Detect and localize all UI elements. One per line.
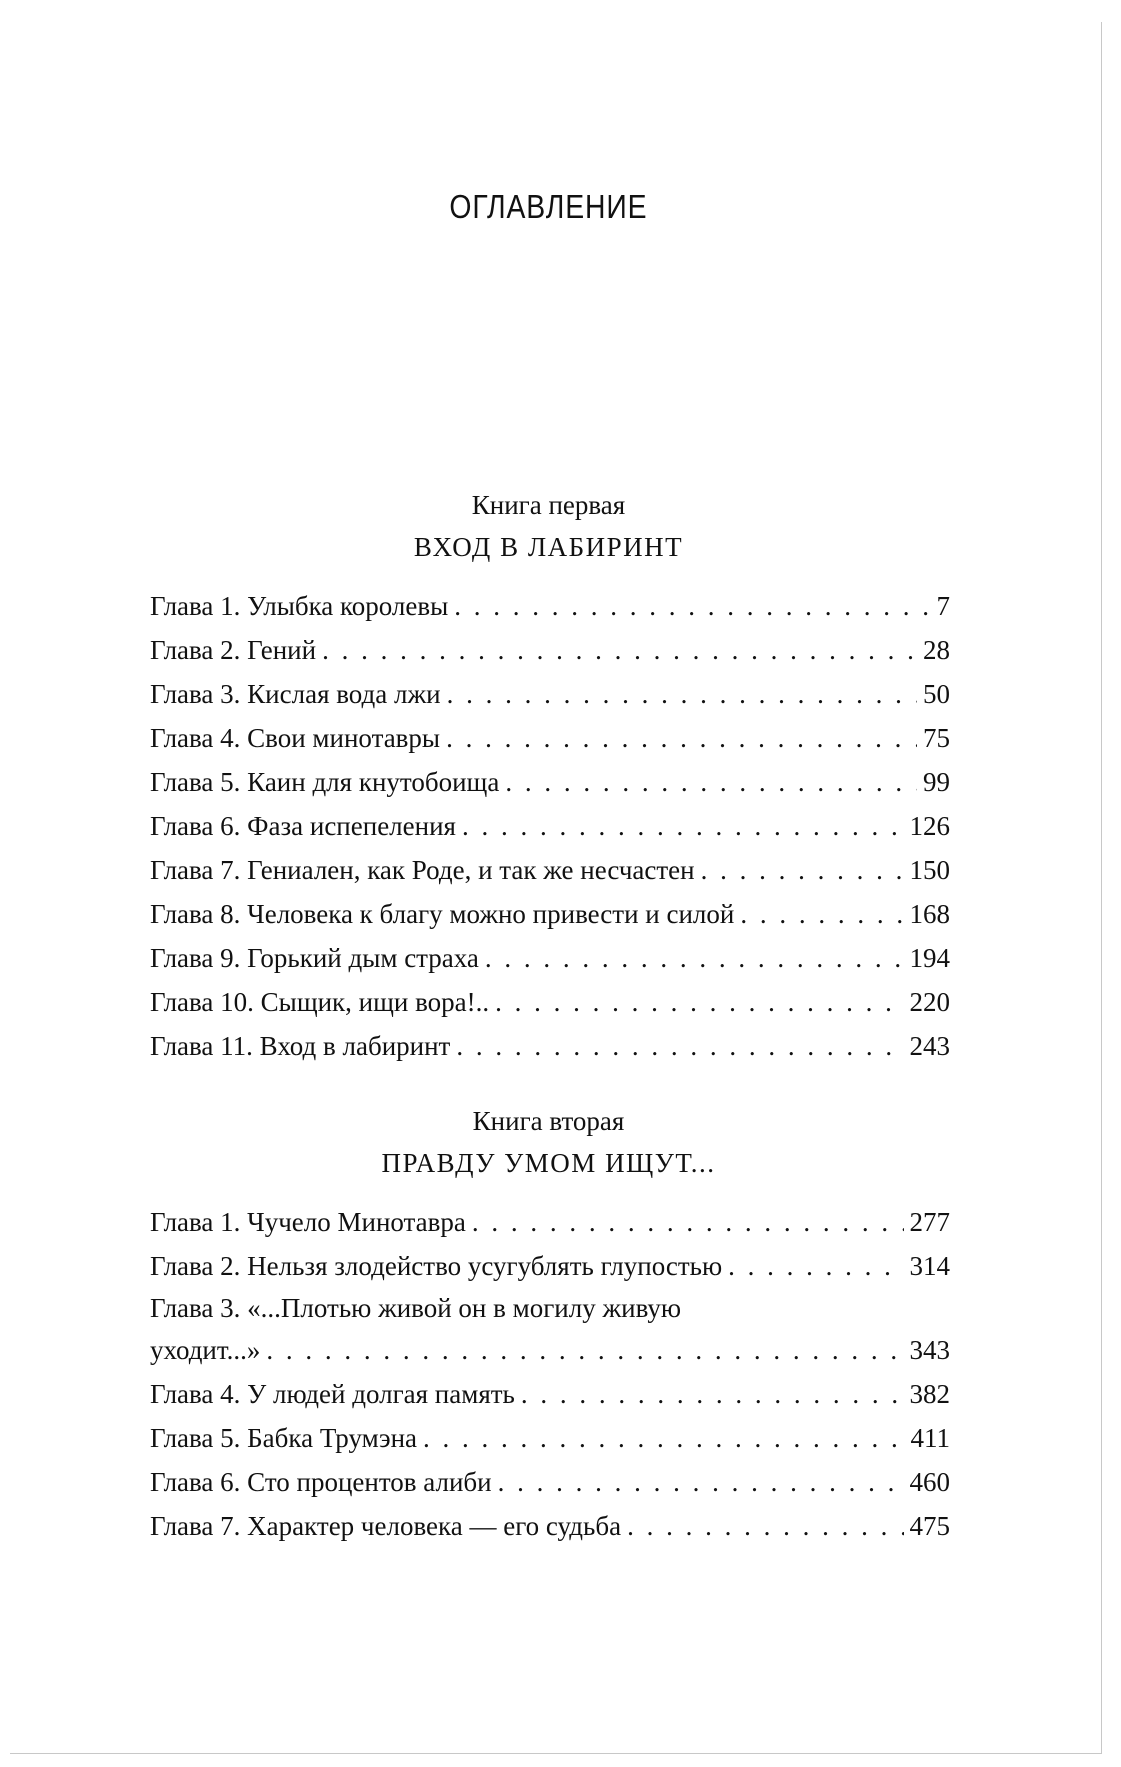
page-number: 382 [909, 1379, 950, 1409]
dot-leader [456, 1024, 903, 1068]
page-edge-right [1101, 22, 1102, 1754]
page-number: 99 [923, 767, 950, 797]
dot-leader [447, 672, 917, 716]
page-number: 220 [909, 987, 950, 1017]
page-number: 194 [909, 943, 950, 973]
chapter-title-line-2: уходит...» [150, 1335, 261, 1365]
chapter-title: Глава 4. Свои минотавры [150, 723, 441, 753]
chapter-title: Глава 1. Улыбка королевы [150, 591, 449, 621]
page-number: 460 [909, 1467, 950, 1497]
toc-entry[interactable] [150, 848, 950, 892]
chapter-title: Глава 1. Чучело Минотавра [150, 1207, 466, 1237]
toc-entry[interactable] [150, 1024, 950, 1068]
book-1-contents [150, 584, 950, 1068]
chapter-title: Глава 6. Сто процентов алиби [150, 1467, 492, 1497]
page-number: 168 [909, 899, 950, 929]
chapter-title: Глава 6. Фаза испепеления [150, 811, 456, 841]
dot-leader [495, 980, 903, 1024]
toc-entry[interactable] [150, 672, 950, 716]
dot-leader [454, 584, 930, 628]
chapter-title: Глава 4. У людей долгая память [150, 1379, 515, 1409]
chapter-title: Глава 10. Сыщик, ищи вора!.. [150, 987, 490, 1017]
dot-leader [423, 1416, 904, 1460]
toc-entry[interactable] [150, 1372, 950, 1416]
dot-leader [498, 1460, 904, 1504]
book-2-label: Книга вторая [472, 1106, 625, 1136]
page-number: 75 [923, 723, 950, 753]
toc-entry[interactable] [150, 584, 950, 628]
toc-entry[interactable] [150, 1244, 950, 1288]
page-edge-bottom [10, 1753, 1102, 1754]
dot-leader [322, 628, 917, 672]
page-title: ОГЛАВЛЕНИЕ [449, 188, 648, 225]
toc-entry[interactable] [150, 628, 950, 672]
chapter-title: Глава 5. Бабка Трумэна [150, 1423, 418, 1453]
toc-entry[interactable] [150, 716, 950, 760]
dot-leader [701, 848, 904, 892]
dot-leader [472, 1200, 904, 1244]
chapter-title-line-2-row [150, 1328, 950, 1372]
toc-entry[interactable] [150, 936, 950, 980]
chapter-title: Глава 11. Вход в лабиринт [150, 1031, 451, 1061]
dot-leader [521, 1372, 904, 1416]
page-number: 475 [909, 1511, 950, 1541]
toc-entry[interactable] [150, 1416, 950, 1460]
dot-leader [462, 804, 904, 848]
page-number: 314 [909, 1251, 950, 1281]
page-number: 28 [923, 635, 950, 665]
book-1-title: ВХОД В ЛАБИРИНТ [413, 532, 684, 562]
dot-leader [446, 716, 917, 760]
dot-leader [505, 760, 917, 804]
page-number: 411 [910, 1423, 950, 1453]
page-number: 243 [909, 1031, 950, 1061]
book-1-label: Книга первая [471, 490, 626, 520]
toc-entry[interactable] [150, 804, 950, 848]
chapter-title: Глава 5. Каин для кнутобоища [150, 767, 500, 797]
toc-entry[interactable] [150, 1460, 950, 1504]
dot-leader [740, 892, 903, 936]
book-2-title: ПРАВДУ УМОМ ИЩУТ... [381, 1148, 716, 1178]
page-number: 277 [909, 1207, 950, 1237]
toc-entry[interactable] [150, 1288, 950, 1372]
chapter-title: Глава 2. Гений [150, 635, 317, 665]
dot-leader [485, 936, 904, 980]
chapter-title: Глава 3. Кислая вода лжи [150, 679, 441, 709]
chapter-title: Глава 8. Человека к благу можно привести и силой [150, 899, 735, 929]
chapter-title: Глава 7. Гениален, как Роде, и так же несчастен [150, 855, 695, 885]
page-number: 150 [909, 855, 950, 885]
toc-entry[interactable] [150, 1504, 950, 1548]
chapter-title: Глава 9. Горький дым страха [150, 943, 479, 973]
page-number: 50 [923, 679, 950, 709]
book-2-contents [150, 1200, 950, 1548]
chapter-title: Глава 2. Нельзя злодейство усугублять глупостью [150, 1251, 723, 1281]
page-number: 7 [936, 591, 950, 621]
toc-entry[interactable] [150, 760, 950, 804]
page-number: 126 [909, 811, 950, 841]
dot-leader [266, 1328, 903, 1372]
dot-leader [728, 1244, 903, 1288]
chapter-title: Глава 7. Характер человека — его судьба [150, 1511, 622, 1541]
toc-entry[interactable] [150, 980, 950, 1024]
toc-entry[interactable] [150, 892, 950, 936]
toc-entry[interactable] [150, 1200, 950, 1244]
dot-leader [627, 1504, 903, 1548]
page-number: 343 [909, 1335, 950, 1365]
chapter-title-line-1: Глава 3. «...Плотью живой он в могилу живую [150, 1293, 682, 1323]
